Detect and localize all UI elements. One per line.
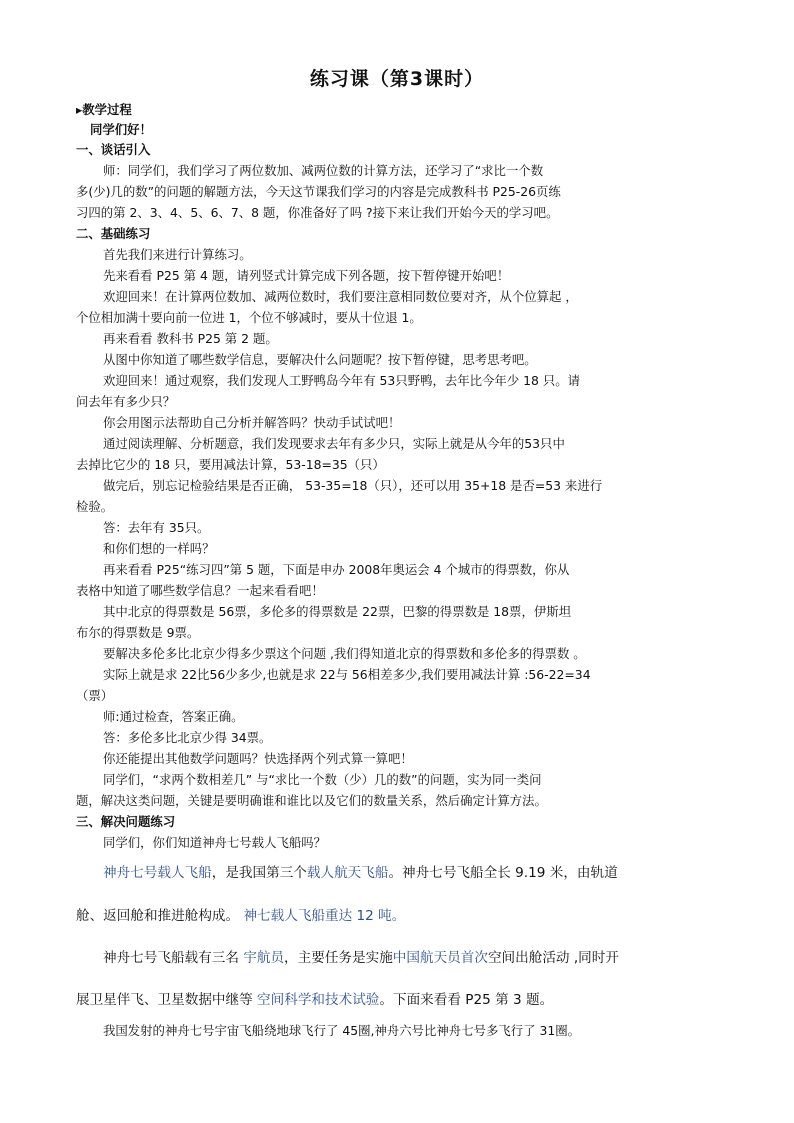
answer-line: 答：去年有 35只。 [103, 520, 210, 535]
paragraph-line: 和你们想的一样吗？ [103, 541, 215, 556]
paragraph-line: 做完后，别忘记检验结果是否正确， 53-35=18（只），还可以用 35+18 是否=53 来进行 [103, 478, 603, 493]
paragraph-line: 你还能提出其他数学问题吗？快选择两个列式算一算吧！ [103, 751, 413, 766]
paragraph-line: 首先我们来进行计算练习。 [103, 247, 252, 262]
text-segment: 空间出舱活动 ,同时开 [487, 950, 619, 966]
link-manned-spacecraft[interactable]: 载人飞船 [157, 865, 212, 881]
paragraph-line: 习四的第 2、3、4、5、6、7、8 题，你准备好了吗 ?接下来让我们开始今天的学习吧。 [76, 205, 559, 220]
shenzhou-intro-line-1 [103, 864, 618, 882]
link-shenqi-weight[interactable]: 神七载人飞船重达 12 吨。 [243, 908, 406, 924]
link-manned-space-ship[interactable]: 载人航天飞船 [306, 865, 389, 881]
shenzhou-intro-line-2 [76, 907, 405, 925]
paragraph-line: 实际上就是求 22比56少多少,也就是求 22与 56相差多少,我们要用减法计算 :56-22=34 [103, 667, 591, 682]
page-title: 练习课（第3课时） [309, 68, 485, 90]
shenzhou-intro-line-3 [103, 949, 619, 967]
paragraph-line: 同学们，“求两个数相差几” 与“求比一个数（少）几的数”的问题，实为同一类问 [103, 772, 542, 787]
paragraph-line: 布尔的得票数是 9票。 [76, 625, 200, 640]
answer-line: 答：多伦多比北京少得 34票。 [103, 730, 272, 745]
paragraph-line: 再来看看 P25“练习四”第 5 题，下面是申办 2008年奥运会 4 个城市的得票数，你从 [103, 562, 570, 577]
paragraph-line: 从图中你知道了哪些数学信息，要解决什么问题呢？按下暂停键，思考思考吧。 [103, 352, 537, 367]
paragraph-line: 去掉比它少的 18 只，要用减法计算，53-18=35（只） [76, 457, 385, 472]
paragraph-line: 多(少)几的数”的问题的解题方法，今天这节课我们学习的内容是完成教科书 P25-26页练 [76, 184, 561, 199]
paragraph-line: 欢迎回来！通过观察，我们发现人工野鸭岛今年有 53只野鸭，去年比今年少 18 只。请 [103, 373, 581, 388]
paragraph-line: 其中北京的得票数是 56票，多伦多的得票数是 22票，巴黎的得票数是 18票，伊斯坦 [103, 604, 572, 619]
paragraph-line: 检验。 [76, 499, 114, 514]
paragraph-line: 师:通过检查，答案正确。 [103, 709, 244, 724]
section-heading-3: 三、解决问题练习 [76, 814, 176, 829]
paragraph-line: 要解决多伦多比北京少得多少票这个问题 ,我们得知道北京的得票数和多伦多的得票数 。 [103, 646, 586, 661]
link-space-science[interactable]: 空间科学和技术试验 [257, 992, 380, 1008]
link-shenzhou7[interactable]: 神舟七号 [103, 865, 158, 881]
paragraph-line: 我国发射的神舟七号宇宙飞船绕地球飞行了 45圈,神舟六号比神舟七号多飞行了 31圈。 [103, 1023, 581, 1038]
shenzhou-intro-line-4 [76, 991, 553, 1009]
text-segment: ，是我国第三个 [211, 865, 307, 881]
link-chinese-astronaut-first[interactable]: 中国航天员首次 [392, 950, 488, 966]
text-segment: 舱、返回舱和推进舱构成。 [76, 908, 240, 924]
paragraph-line: （票） [76, 688, 114, 703]
paragraph-line: 你会用图示法帮助自己分析并解答吗？快动手试试吧！ [103, 415, 401, 430]
paragraph-line: 再来看看 教科书 P25 第 2 题。 [103, 331, 278, 346]
section-heading-1: 一、谈话引入 [76, 142, 151, 157]
section-heading-teaching-process [76, 101, 132, 119]
text-segment: 。神舟七号飞船全长 9.19 米，由轨道 [388, 865, 618, 881]
paragraph-line: 先来看看 P25 第 4 题，请列竖式计算完成下列各题，按下暂停键开始吧！ [103, 268, 510, 283]
text-segment: ，主要任务是实施 [284, 950, 393, 966]
text-segment: 神舟七号飞船载有三名 [103, 950, 239, 966]
section-heading-2: 二、基础练习 [76, 226, 151, 241]
paragraph-line: 表格中知道了哪些数学信息？一起来看看吧！ [76, 583, 324, 598]
paragraph-line: 个位相加满十要向前一位进 1，个位不够减时，要从十位退 1。 [76, 310, 422, 325]
paragraph-line: 同学们，你们知道神舟七号载人飞船吗？ [103, 835, 327, 850]
link-astronaut[interactable]: 宇航员 [243, 950, 285, 966]
paragraph-line: 通过阅读理解、分析题意，我们发现要求去年有多少只，实际上就是从今年的53只中 [103, 436, 565, 451]
text-segment: 。下面来看看 P25 第 3 题。 [379, 992, 554, 1008]
greeting: 同学们好！ [90, 122, 152, 137]
paragraph-line: 问去年有多少只？ [76, 394, 176, 409]
paragraph-line: 欢迎回来！在计算两位数加、减两位数时，我们要注意相同数位要对齐，从个位算起 ， [103, 289, 578, 304]
paragraph-line: 题，解决这类问题，关键是要明确谁和谁比以及它们的数量关系，然后确定计算方法。 [76, 793, 547, 808]
text-segment: 展卫星伴飞、卫星数据中继等 [76, 992, 253, 1008]
paragraph-line: 师：同学们，我们学习了两位数加、减两位数的计算方法，还学习了“求比一个数 [103, 163, 544, 178]
teaching-process-label: ▸教学过程 [76, 102, 132, 117]
